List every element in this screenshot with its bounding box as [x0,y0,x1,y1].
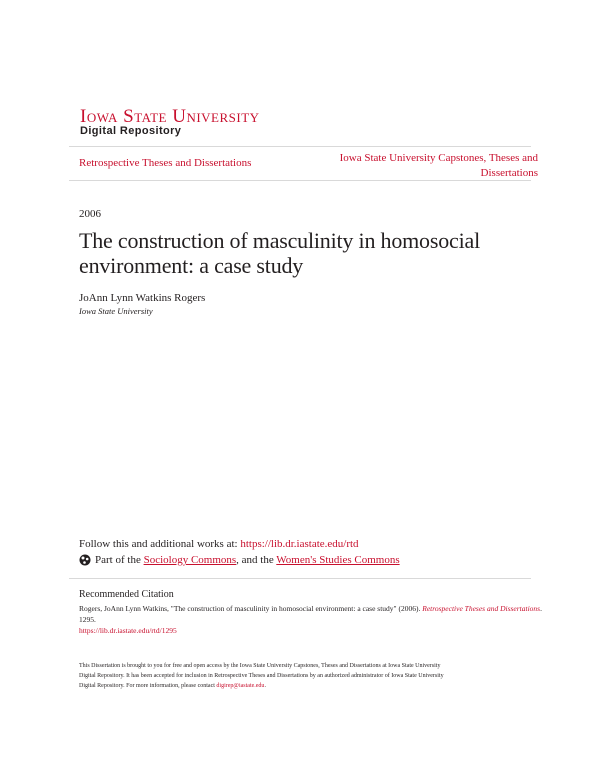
institution-logo-text: Iowa State University [80,106,260,127]
author-affiliation: Iowa State University [79,306,153,316]
notice-line3-prefix: Digital Repository. For more information, please contact [79,683,217,689]
follow-label: Follow this and additional works at: [79,538,241,550]
citation-url-link[interactable]: https://lib.dr.iastate.edu/rtd/1295 [79,626,177,635]
header-divider-top [69,146,531,147]
collection-link-capstones[interactable] [308,151,538,181]
womens-studies-commons-link[interactable]: Women's Studies Commons [276,554,400,566]
paper-title [79,228,539,278]
collection-capstones-line1[interactable]: Iowa State University Capstones, Theses and [339,152,538,164]
citation-text [79,603,549,636]
sociology-commons-link[interactable]: Sociology Commons [143,554,237,566]
collection-capstones-line2[interactable]: Dissertations [480,167,538,179]
citation-divider [69,578,531,579]
network-commons-icon [79,554,91,566]
author-name: JoAnn Lynn Watkins Rogers [79,292,206,304]
repository-logo-text: Digital Repository [80,125,182,137]
paper-title-line2: environment: a case study [79,253,304,278]
part-of-middle: , and the [236,554,277,566]
part-of-line [79,554,400,566]
citation-main: Rogers, JoAnn Lynn Watkins, "The construction of masculinity in homosocial environment: a case study" (2006). [79,604,423,613]
citation-journal: Retrospective Theses and Dissertations [422,604,541,613]
notice-line1: This Dissertation is brought to you for free and open access by the Iowa State University Capstones, Theses and Dissertations at Iowa State University [79,663,441,669]
collection-link-retrospective[interactable]: Retrospective Theses and Dissertations [79,157,252,169]
notice-line3-suffix: . [264,683,266,689]
paper-title-line1: The construction of masculinity in homosocial [79,228,480,253]
publication-year: 2006 [79,208,101,220]
part-of-prefix: Part of the [95,554,144,566]
contact-email-link[interactable]: digirep@iastate.edu [216,683,265,689]
header-divider-bottom [69,180,531,181]
access-notice [79,661,529,691]
recommended-citation-label: Recommended Citation [79,589,174,600]
notice-line2: Digital Repository. It has been accepted for inclusion in Retrospective Theses and Dissertations by an authorized administrator of Iowa State University [79,673,444,679]
citation-number: . 1295. [79,604,542,624]
follow-line [79,538,359,550]
follow-url-link[interactable]: https://lib.dr.iastate.edu/rtd [240,538,359,550]
